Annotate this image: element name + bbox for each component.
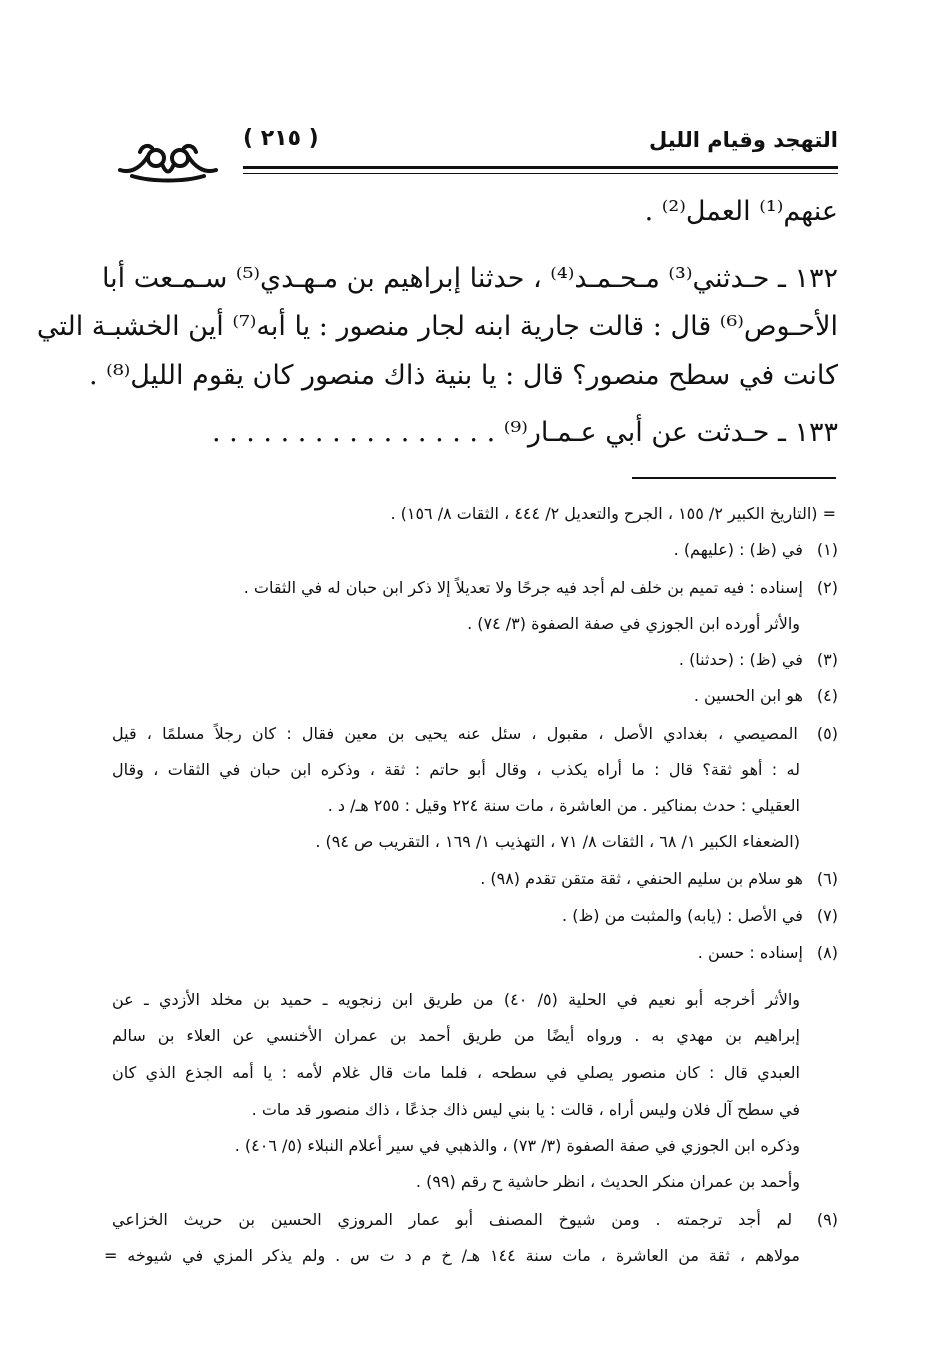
footnote-text: إسناده : فيه تميم بن خلف لم أجد فيه جرحًا ولا تعديلاً إلا ذكر ابن حبان له في الثقات . — [243, 578, 803, 597]
footnote-number: (٣) — [816, 650, 838, 669]
ellipsis-dots: . . . . . . . . . . . . . . . . . — [211, 417, 496, 448]
main-text-line: الأحـوص⁽⁶⁾ قال : قالت جارية ابنه لجار منصور : يا أبه⁽⁷⁾ أين الخشبـة التي — [36, 311, 838, 342]
footnote-line: إبراهيم بن مهدي به . ورواه أيضًا من طريق أحمد بن عمران الأخنسي عن العلاء بن سالم — [112, 1026, 800, 1045]
main-text-line: ١٣٢ ـ حـدثني⁽³⁾ مـحـمـد⁽⁴⁾ ، حدثنا إبراهيم بن مـهـدي⁽⁵⁾ سـمـعت أبا — [101, 263, 838, 294]
footnote-line: له : أهو ثقة؟ قال : ما أراه يكذب ، وقال أبو حاتم : ثقة ، وذكره ابن حبان في الثقات ، وقال — [112, 760, 800, 779]
footnote-text: في (ظ) : (حدثنا) . — [678, 650, 803, 669]
footnote-1 — [674, 537, 838, 563]
main-text-line — [112, 413, 838, 453]
footnote-line: في سطح آل فلان وليس أراه ، قالت : يا بني ليس ذاك جذعًا ، ذاك منصور قد مات . — [251, 1100, 800, 1119]
main-text-line: كانت في سطح منصور؟ قال : يا بنية ذاك منصور كان يقوم الليل⁽⁸⁾ . — [89, 360, 838, 391]
footnote-number: (٨) — [816, 943, 838, 962]
footnote-9 — [112, 1207, 838, 1233]
footnote-number: (٤) — [816, 686, 838, 705]
footnote-line: (الضعفاء الكبير ١/ ٦٨ ، الثقات ٨/ ٧١ ، التهذيب ١/ ١٦٩ ، التقريب ص ٩٤) . — [315, 832, 800, 851]
footnote-line: العبدي قال : كان منصور يصلي في سطحه ، فلما مات قال غلام لأمه : يا أمه الجذع الذي كان — [112, 1063, 800, 1082]
footnote-number: (٩) — [816, 1210, 838, 1229]
footnote-continuation: = (التاريخ الكبير ٢/ ١٥٥ ، الجرح والتعديل ٢/ ٤٤٤ ، الثقات ٨/ ١٥٦) . — [390, 504, 836, 523]
page-number: ( ٢١٥ ) — [243, 126, 319, 151]
footnote-7 — [562, 903, 838, 929]
footnote-3 — [679, 647, 838, 673]
narration-text: ١٣٣ ـ حـدثت عن أبي عـمـار⁽⁹⁾ — [503, 417, 838, 448]
footnote-line: وأحمد بن عمران منكر الحديث ، انظر حاشية ح رقم (٩٩) . — [415, 1172, 800, 1191]
header-rule — [243, 166, 838, 169]
footnote-text: هو سلام بن سليم الحنفي ، ثقة متقن تقدم (٩٨) . — [480, 869, 803, 888]
footnote-line: العقيلي : حدث بمناكير . من العاشرة ، مات سنة ٢٢٤ وقيل : ٢٥٥ هـ/ د . — [327, 796, 800, 815]
footnote-5 — [112, 721, 838, 747]
footnote-number: (٦) — [816, 869, 838, 888]
footnote-text: إسناده : حسن . — [697, 943, 803, 962]
footnote-number: (٧) — [816, 906, 838, 925]
ornament-icon — [112, 140, 224, 184]
footnote-line: مولاهم ، ثقة من العاشرة ، مات سنة ١٤٤ هـ/ خ م د ت س . ولم يذكر المزي في شيوخه = — [104, 1246, 801, 1265]
footnote-number: (١) — [816, 540, 838, 559]
footnote-separator — [632, 477, 836, 479]
footnote-number: (٢) — [816, 578, 838, 597]
footnote-4 — [694, 683, 838, 709]
footnote-text: المصيصي ، بغدادي الأصل ، مقبول ، سئل عنه يحيى بن معين فقال : كان رجلاً مسلمًا ، قيل — [112, 724, 798, 743]
header-rule-thin — [243, 173, 838, 174]
footnote-text: في الأصل : (يابه) والمثبت من (ظ) . — [562, 906, 803, 925]
main-text-line: عنهم⁽¹⁾ العمل⁽²⁾ . — [644, 196, 838, 227]
footnote-2 — [244, 575, 838, 601]
footnote-text: في (ظ) : (عليهم) . — [673, 540, 803, 559]
footnote-text: هو ابن الحسين . — [693, 686, 803, 705]
footnote-6 — [480, 866, 838, 892]
footnote-number: (٥) — [816, 724, 838, 743]
footnote-line: والأثر أخرجه أبو نعيم في الحلية (٥/ ٤٠) من طريق ابن زنجويه ـ حميد بن مخلد الأزدي ـ عن — [112, 990, 800, 1009]
footnote-line: وذكره ابن الجوزي في صفة الصفوة (٣/ ٧٣) ، والذهبي في سير أعلام النبلاء (٥/ ٤٠٦) . — [234, 1136, 800, 1155]
running-title: التهجد وقيام الليل — [648, 128, 838, 152]
footnote-text: لم أجد ترجمته . ومن شيوخ المصنف أبو عمار المروزي الحسين بن حريث الخزاعي — [112, 1210, 793, 1229]
footnote-line: والأثر أورده ابن الجوزي في صفة الصفوة (٣/ ٧٤) . — [467, 614, 800, 633]
footnote-8 — [698, 940, 838, 966]
